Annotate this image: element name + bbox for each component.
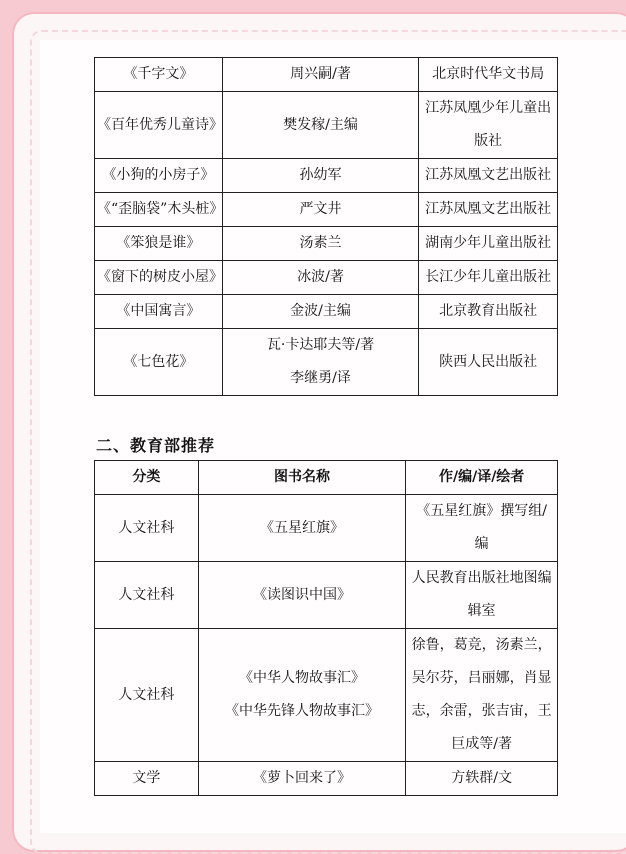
book-title (198, 629, 406, 762)
book-author: 金波/主编 (222, 295, 419, 329)
book-creator (406, 495, 558, 562)
creator-line: 志，余雷，张吉宙，王 (411, 703, 552, 719)
table-row (95, 92, 558, 159)
creator-line: 《五星红旗》撰写组/ (416, 503, 547, 519)
book-table-2 (94, 460, 558, 796)
book-author: 周兴嗣/著 (222, 58, 419, 92)
author-line: 瓦·卡达耶夫等/著 (266, 337, 375, 353)
book-author (222, 329, 419, 396)
book-author: 严文井 (222, 193, 419, 227)
table-row (95, 227, 558, 261)
table-row (95, 495, 558, 562)
creator-line: 巨成等/著 (451, 736, 512, 752)
table-row (95, 629, 558, 762)
table-row (95, 261, 558, 295)
book-publisher: 北京教育出版社 (419, 295, 558, 329)
publisher-line: 江苏凤凰少年儿童出 (425, 100, 552, 116)
book-category: 人文社科 (95, 562, 199, 629)
book-creator: 方轶群/文 (406, 762, 558, 796)
table-row (95, 562, 558, 629)
book-author: 汤素兰 (222, 227, 419, 261)
book-title: 《“歪脑袋”木头桩》 (95, 193, 223, 227)
book-title: 《百年优秀儿童诗》 (95, 92, 223, 159)
creator-line: 吴尔芬，吕丽娜，肖显 (411, 670, 552, 686)
book-title: 《中国寓言》 (95, 295, 223, 329)
book-author: 孙幼军 (222, 159, 419, 193)
author-line: 李继勇/译 (290, 370, 351, 386)
book-publisher (419, 92, 558, 159)
title-line: 《中华先锋人物故事汇》 (225, 703, 380, 719)
table-row (95, 762, 558, 796)
book-publisher: 陕西人民出版社 (419, 329, 558, 396)
book-table-1 (94, 57, 558, 396)
book-publisher: 湖南少年儿童出版社 (419, 227, 558, 261)
book-title: 《笨狼是谁》 (95, 227, 223, 261)
table-row (95, 159, 558, 193)
creator-line: 人民教育出版社地图编 (411, 570, 552, 586)
book-publisher: 江苏凤凰文艺出版社 (419, 159, 558, 193)
book-author: 樊发稼/主编 (222, 92, 419, 159)
book-creator (406, 562, 558, 629)
table-row (95, 193, 558, 227)
creator-line: 编 (474, 536, 489, 552)
book-category: 文学 (95, 762, 199, 796)
book-title: 《小狗的小房子》 (95, 159, 223, 193)
book-publisher: 长江少年儿童出版社 (419, 261, 558, 295)
book-creator (406, 629, 558, 762)
book-title: 《读图识中国》 (198, 562, 406, 629)
creator-line: 徐鲁，葛竞，汤素兰， (411, 637, 552, 653)
book-title: 《五星红旗》 (198, 495, 406, 562)
column-header: 分类 (95, 461, 199, 495)
book-title: 《千字文》 (95, 58, 223, 92)
column-header: 图书名称 (198, 461, 406, 495)
book-title: 《萝卜回来了》 (198, 762, 406, 796)
book-category: 人文社科 (95, 495, 199, 562)
book-title: 《七色花》 (95, 329, 223, 396)
section-heading: 二、教育部推荐 (96, 436, 216, 455)
book-publisher: 江苏凤凰文艺出版社 (419, 193, 558, 227)
book-publisher: 北京时代华文书局 (419, 58, 558, 92)
book-category: 人文社科 (95, 629, 199, 762)
column-header: 作/编/译/绘者 (406, 461, 558, 495)
publisher-line: 版社 (474, 133, 503, 149)
table-row (95, 58, 558, 92)
book-author: 冰波/著 (222, 261, 419, 295)
table-row (95, 295, 558, 329)
creator-line: 辑室 (467, 603, 496, 619)
table-header-row (95, 461, 558, 495)
book-title: 《窗下的树皮小屋》 (95, 261, 223, 295)
title-line: 《中华人物故事汇》 (239, 670, 366, 686)
table-row (95, 329, 558, 396)
